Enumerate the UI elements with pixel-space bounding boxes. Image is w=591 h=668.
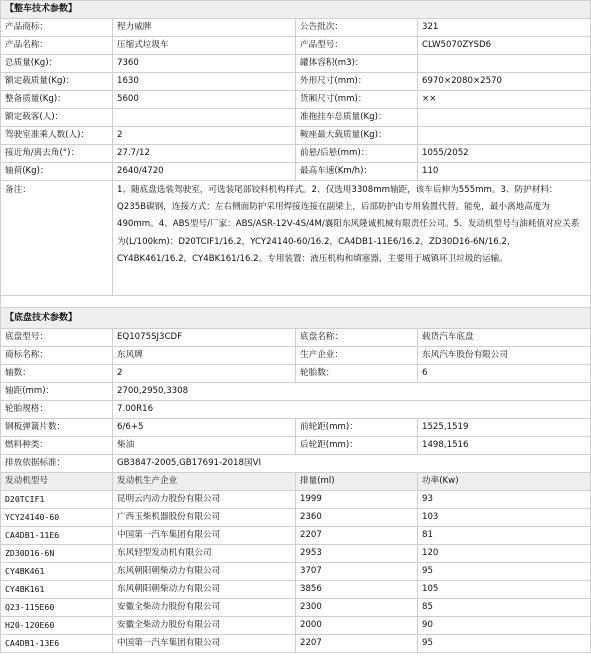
engine-row xyxy=(1,527,591,545)
engine-power: 120 xyxy=(418,545,591,563)
spec-value: 载货汽车底盘 xyxy=(418,329,591,347)
spec-value: ×× xyxy=(418,91,591,109)
engine-row xyxy=(1,617,591,635)
engine-power: 93 xyxy=(418,491,591,509)
spec-label: 轮胎数： xyxy=(296,365,418,383)
engine-maker: 昆明云内动力股份有限公司 xyxy=(113,491,296,509)
engine-power: 103 xyxy=(418,509,591,527)
engine-row xyxy=(1,545,591,563)
spec-label: 产品名称： xyxy=(1,37,113,55)
spec-label: 前轮距(mm)： xyxy=(296,419,418,437)
spec-label: 商标名称： xyxy=(1,347,113,365)
spec-label: 货厢尺寸(mm)： xyxy=(296,91,418,109)
spec-label: 燃料种类： xyxy=(1,437,113,455)
engine-row xyxy=(1,563,591,581)
tire-label: 轮胎规格： xyxy=(1,401,113,419)
spec-label: 后轮距(mm)： xyxy=(296,437,418,455)
spec-label: 准拖挂车总质量(Kg)： xyxy=(296,109,418,127)
chassis-spec-row xyxy=(1,365,591,383)
engine-model: CA4DB1-11E6 xyxy=(1,527,113,545)
spec-value: 110 xyxy=(418,163,591,181)
engine-disp: 2953 xyxy=(296,545,418,563)
engine-model: H20-120E60 xyxy=(1,617,113,635)
spec-value: 1525,1519 xyxy=(418,419,591,437)
spec-label: 最高车速(Km/h)： xyxy=(296,163,418,181)
engine-model: ZD30D16-6N xyxy=(1,545,113,563)
engine-model: CY4BK161 xyxy=(1,581,113,599)
spec-value: 压缩式垃圾车 xyxy=(113,37,296,55)
spec-value: 柴油 xyxy=(113,437,296,455)
wheelbase-label: 轴距(mm)： xyxy=(1,383,113,401)
spec-label: 底盘名称： xyxy=(296,329,418,347)
spec-value: 1498,1516 xyxy=(418,437,591,455)
engine-model: Q23-115E60 xyxy=(1,599,113,617)
spec-value: 27.7/12 xyxy=(113,145,296,163)
engine-model: D20TCIF1 xyxy=(1,491,113,509)
engine-power: 95 xyxy=(418,635,591,653)
spec-value: 6 xyxy=(418,365,591,383)
engine-row xyxy=(1,509,591,527)
spec-value: 程力威牌 xyxy=(113,19,296,37)
engine-disp: 2207 xyxy=(296,527,418,545)
remarks-label: 备注： xyxy=(1,181,113,296)
engine-disp: 2207 xyxy=(296,635,418,653)
spec-value: CLW5070ZYSD6 xyxy=(418,37,591,55)
spec-label: 生产企业： xyxy=(296,347,418,365)
engine-disp: 2300 xyxy=(296,599,418,617)
engine-maker: 东风轻型发动机有限公司 xyxy=(113,545,296,563)
spec-value: 东风汽车股份有限公司 xyxy=(418,347,591,365)
engine-disp: 3707 xyxy=(296,563,418,581)
engine-power: 81 xyxy=(418,527,591,545)
vehicle-spec-row xyxy=(1,91,591,109)
emission-label: 排放依据标准： xyxy=(1,455,113,473)
spec-label: 底盘型号： xyxy=(1,329,113,347)
spec-value: 1055/2052 xyxy=(418,145,591,163)
chassis-spec-row xyxy=(1,437,591,455)
spec-label: 罐体容积(m3)： xyxy=(296,55,418,73)
engine-disp: 3856 xyxy=(296,581,418,599)
vehicle-spec-row xyxy=(1,55,591,73)
chassis-spec-row xyxy=(1,347,591,365)
vehicle-section-title: 【整车技术参数】 xyxy=(1,1,591,19)
spec-label: 接近角/离去角(°)： xyxy=(1,145,113,163)
engine-model: YCY24140-60 xyxy=(1,509,113,527)
emission-value: GB3847-2005,GB17691-2018国VI xyxy=(113,455,591,473)
engine-disp: 2000 xyxy=(296,617,418,635)
engine-power: 85 xyxy=(418,599,591,617)
spec-value: 1630 xyxy=(113,73,296,91)
vehicle-spec-row xyxy=(1,109,591,127)
engine-maker: 中国第一汽车集团有限公司 xyxy=(113,635,296,653)
engine-header-displacement: 排量(ml) xyxy=(296,473,418,491)
spec-value: EQ1075SJ3CDF xyxy=(113,329,296,347)
engine-power: 95 xyxy=(418,563,591,581)
engine-header-power: 功率(Kw) xyxy=(418,473,591,491)
spec-value: 东风牌 xyxy=(113,347,296,365)
spec-value: 2640/4720 xyxy=(113,163,296,181)
spec-label: 驾驶室准乘人数(人)： xyxy=(1,127,113,145)
engine-row xyxy=(1,635,591,653)
engine-maker: 中国第一汽车集团有限公司 xyxy=(113,527,296,545)
spec-label: 鞍座最大载质量(Kg)： xyxy=(296,127,418,145)
vehicle-spec-row xyxy=(1,73,591,91)
spec-value xyxy=(113,109,296,127)
engine-maker: 东风朝阳朝柴动力有限公司 xyxy=(113,581,296,599)
engine-power: 90 xyxy=(418,617,591,635)
spec-value: 2 xyxy=(113,127,296,145)
engine-header-model: 发动机型号 xyxy=(1,473,113,491)
spec-value: 6/6+5 xyxy=(113,419,296,437)
chassis-section-title: 【底盘技术参数】 xyxy=(1,308,591,329)
engine-row xyxy=(1,599,591,617)
spec-value: 321 xyxy=(418,19,591,37)
engine-header-row xyxy=(1,473,591,491)
engine-disp: 1999 xyxy=(296,491,418,509)
spec-label: 额定载质量(Kg)： xyxy=(1,73,113,91)
tire-value: 7.00R16 xyxy=(113,401,591,419)
spec-label: 额定载客(人)： xyxy=(1,109,113,127)
spec-label: 产品商标： xyxy=(1,19,113,37)
chassis-spec-row xyxy=(1,419,591,437)
spec-value: 7360 xyxy=(113,55,296,73)
engine-row xyxy=(1,581,591,599)
engine-maker: 广西玉柴机器股份有限公司 xyxy=(113,509,296,527)
engine-header-maker: 发动机生产企业 xyxy=(113,473,296,491)
spec-label: 公告批次： xyxy=(296,19,418,37)
engine-model: CA4DB1-13E6 xyxy=(1,635,113,653)
chassis-spec-row xyxy=(1,329,591,347)
vehicle-spec-row xyxy=(1,37,591,55)
engine-power: 105 xyxy=(418,581,591,599)
engine-maker: 安徽全柴动力股份有限公司 xyxy=(113,617,296,635)
vehicle-spec-row xyxy=(1,145,591,163)
spec-label: 前悬/后悬(mm)： xyxy=(296,145,418,163)
wheelbase-value: 2700,2950,3308 xyxy=(113,383,591,401)
vehicle-spec-row xyxy=(1,127,591,145)
engine-row xyxy=(1,491,591,509)
spec-label: 总质量(Kg)： xyxy=(1,55,113,73)
vehicle-spec-row xyxy=(1,19,591,37)
engine-disp: 2360 xyxy=(296,509,418,527)
vehicle-spec-row xyxy=(1,163,591,181)
spec-label: 整备质量(Kg)： xyxy=(1,91,113,109)
spec-label: 钢板弹簧片数： xyxy=(1,419,113,437)
spacer xyxy=(1,296,591,308)
spec-value xyxy=(418,127,591,145)
engine-maker: 安徽全柴动力股份有限公司 xyxy=(113,599,296,617)
spec-value: 6970×2080×2570 xyxy=(418,73,591,91)
spec-label: 轴荷(Kg)： xyxy=(1,163,113,181)
spec-value xyxy=(418,55,591,73)
spec-value: 2 xyxy=(113,365,296,383)
spec-value xyxy=(418,109,591,127)
remarks-text: 1、随底盘选装驾驶室，可选装尾部铰料机构样式。2、仅选用3308mm轴距，该车后伸为555mm。3、防护材料：Q235B碳钢，连接方式：左右侧面防护采用焊接连接在副梁上，后部防护由专用装置代替。能免，最小离地高度为490mm。4、ABS型号/厂家：ABS/ASR-12V-4S/4M/襄阳东风隆诚机械有限责任公司。5、发动机型号与油耗值对应关系为(L/100km)：D20TCIF1/16.2，YCY24140-60/16.2，CA4DB1-11E6/16.2，ZD30D16-6N/16.2，CY4BK461/16.2，CY4BK161/16.2。专用装置：液压机构和填塞器，主要用于城镇环卫垃圾的运输。 xyxy=(113,181,591,296)
spec-label: 轴数： xyxy=(1,365,113,383)
engine-model: CY4BK461 xyxy=(1,563,113,581)
spec-label: 外形尺寸(mm)： xyxy=(296,73,418,91)
spec-label: 产品型号： xyxy=(296,37,418,55)
spec-value: 5600 xyxy=(113,91,296,109)
engine-maker: 东风朝阳朝柴动力有限公司 xyxy=(113,563,296,581)
